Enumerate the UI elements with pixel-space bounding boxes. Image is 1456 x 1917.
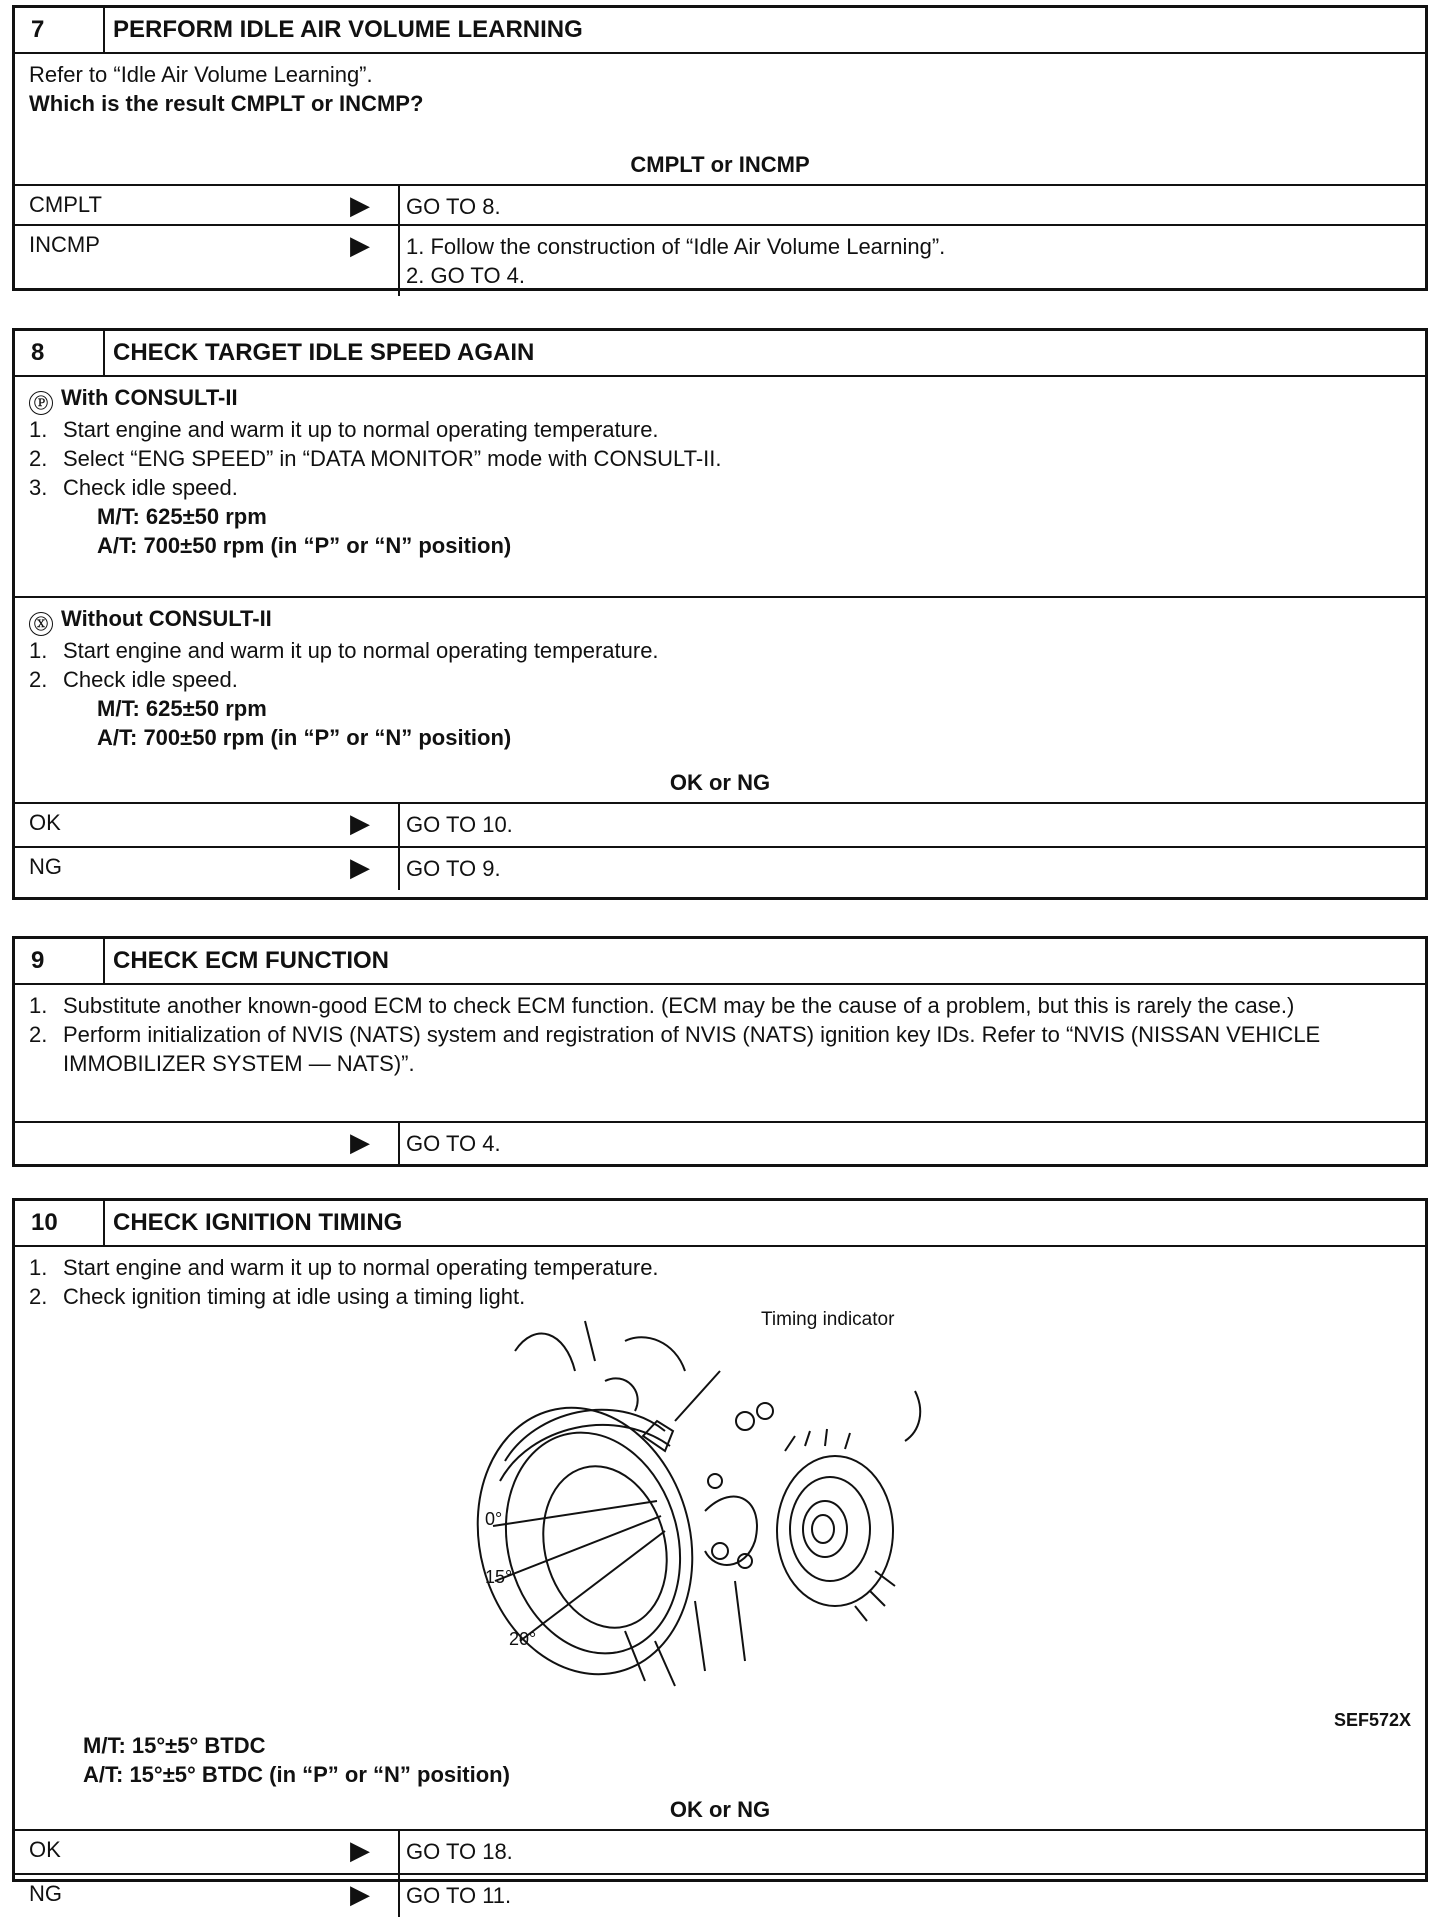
step-index: 2. [29, 446, 48, 471]
result-row-ok [15, 802, 1425, 846]
step-number: 9 [15, 939, 105, 983]
decision-label: CMPLT or INCMP [630, 152, 810, 177]
step-text: Check idle speed. [63, 475, 238, 500]
mark-15-label: 15° [485, 1567, 513, 1587]
mark-20-label: 20° [509, 1629, 537, 1649]
result-row-ng [15, 846, 1425, 890]
result-action: GO TO 4. [406, 1131, 501, 1156]
step-index: 2. [29, 667, 48, 692]
result-label: OK [29, 810, 61, 835]
spec-at: A/T: 15°±5° BTDC (in “P” or “N” position) [83, 1762, 510, 1787]
spec-mt: M/T: 625±50 rpm [97, 504, 267, 529]
result-label: NG [29, 854, 62, 879]
crank-pulley-illustration [475, 1311, 955, 1691]
result-action: GO TO 18. [406, 1839, 513, 1864]
arrow-icon: ▶ [350, 230, 370, 260]
step-index: 3. [29, 475, 48, 500]
arrow-icon: ▶ [350, 1835, 370, 1865]
step-index: 1. [29, 993, 48, 1018]
step-index: 1. [29, 638, 48, 663]
result-label: CMPLT [29, 192, 102, 217]
step-text: Check ignition timing at idle using a timing light. [63, 1284, 526, 1309]
spec-at: A/T: 700±50 rpm (in “P” or “N” position) [97, 533, 512, 558]
spec-at: A/T: 700±50 rpm (in “P” or “N” position) [97, 725, 512, 750]
decision-label: OK or NG [669, 1797, 771, 1822]
step-title: CHECK TARGET IDLE SPEED AGAIN [113, 339, 535, 366]
step-title: CHECK IGNITION TIMING [113, 1209, 403, 1236]
step-text: Start engine and warm it up to normal operating temperature. [63, 638, 659, 663]
result-label: NG [29, 1881, 62, 1906]
arrow-icon: ▶ [350, 1879, 370, 1909]
step-number: 10 [15, 1201, 105, 1245]
result-label: INCMP [29, 232, 100, 257]
subheading: With CONSULT-II [61, 385, 238, 410]
spec-mt: M/T: 15°±5° BTDC [83, 1733, 266, 1758]
step-number: 7 [15, 8, 105, 52]
step-index: 1. [29, 1255, 48, 1280]
without-consult-section [15, 596, 1425, 762]
step-index: 1. [29, 417, 48, 442]
step-text: Start engine and warm it up to normal operating temperature. [63, 417, 659, 442]
step-text: Check idle speed. [63, 667, 238, 692]
step-9-block [12, 936, 1428, 1167]
spec-mt: M/T: 625±50 rpm [97, 696, 267, 721]
step-number: 8 [15, 331, 105, 375]
result-row [15, 1121, 1425, 1167]
ignition-timing-figure [15, 1311, 1425, 1731]
result-label: OK [29, 1837, 61, 1862]
result-action: GO TO 10. [406, 812, 513, 837]
timing-indicator-label: Timing indicator [761, 1309, 895, 1330]
result-action: GO TO 9. [406, 856, 501, 881]
result-action: GO TO 11. [406, 1883, 512, 1908]
step-9-header [15, 939, 1425, 985]
arrow-icon: ▶ [350, 808, 370, 838]
step-title: CHECK ECM FUNCTION [113, 947, 389, 974]
subheading: Without CONSULT-II [61, 606, 272, 631]
step-text: Select “ENG SPEED” in “DATA MONITOR” mode with CONSULT-II. [63, 446, 722, 471]
result-row-incmp [15, 224, 1425, 296]
no-consult-icon: Ⓧ [29, 612, 53, 636]
step-8-block [12, 328, 1428, 900]
step-text: Start engine and warm it up to normal operating temperature. [63, 1255, 659, 1280]
arrow-icon: ▶ [350, 852, 370, 882]
step-7-header [15, 8, 1425, 54]
step-text: Perform initialization of NVIS (NATS) system and registration of NVIS (NATS) ignition key IDs. Refer to “NVIS (NISSAN VEHICLE IMMOBILIZER SYSTEM — NATS)”. [63, 1022, 1321, 1076]
result-action: GO TO 8. [406, 194, 501, 219]
result-action: 2. GO TO 4. [406, 263, 526, 288]
arrow-icon: ▶ [350, 1127, 370, 1157]
result-action: 1. Follow the construction of “Idle Air Volume Learning”. [406, 234, 946, 259]
result-row-cmplt [15, 184, 1425, 224]
mark-0-label: 0° [485, 1509, 503, 1529]
step-title: PERFORM IDLE AIR VOLUME LEARNING [113, 16, 583, 43]
step-text: Substitute another known-good ECM to check ECM function. (ECM may be the cause of a problem, but this is rarely the case.) [63, 993, 1295, 1018]
step-10-header [15, 1201, 1425, 1247]
arrow-icon: ▶ [350, 190, 370, 220]
step-index: 2. [29, 1022, 48, 1047]
decision-label: OK or NG [669, 770, 771, 795]
step-8-header [15, 331, 1425, 377]
instruction-text: Refer to “Idle Air Volume Learning”. [29, 62, 373, 87]
result-row-ng [15, 1873, 1425, 1917]
step-7-block [12, 5, 1428, 291]
figure-code: SEF572X [1333, 1710, 1411, 1730]
step-10-block [12, 1198, 1428, 1909]
result-row-ok [15, 1829, 1425, 1873]
question-text: Which is the result CMPLT or INCMP? [29, 91, 424, 116]
consult-icon: Ⓟ [29, 391, 53, 415]
step-index: 2. [29, 1284, 48, 1309]
with-consult-section [15, 377, 1425, 596]
